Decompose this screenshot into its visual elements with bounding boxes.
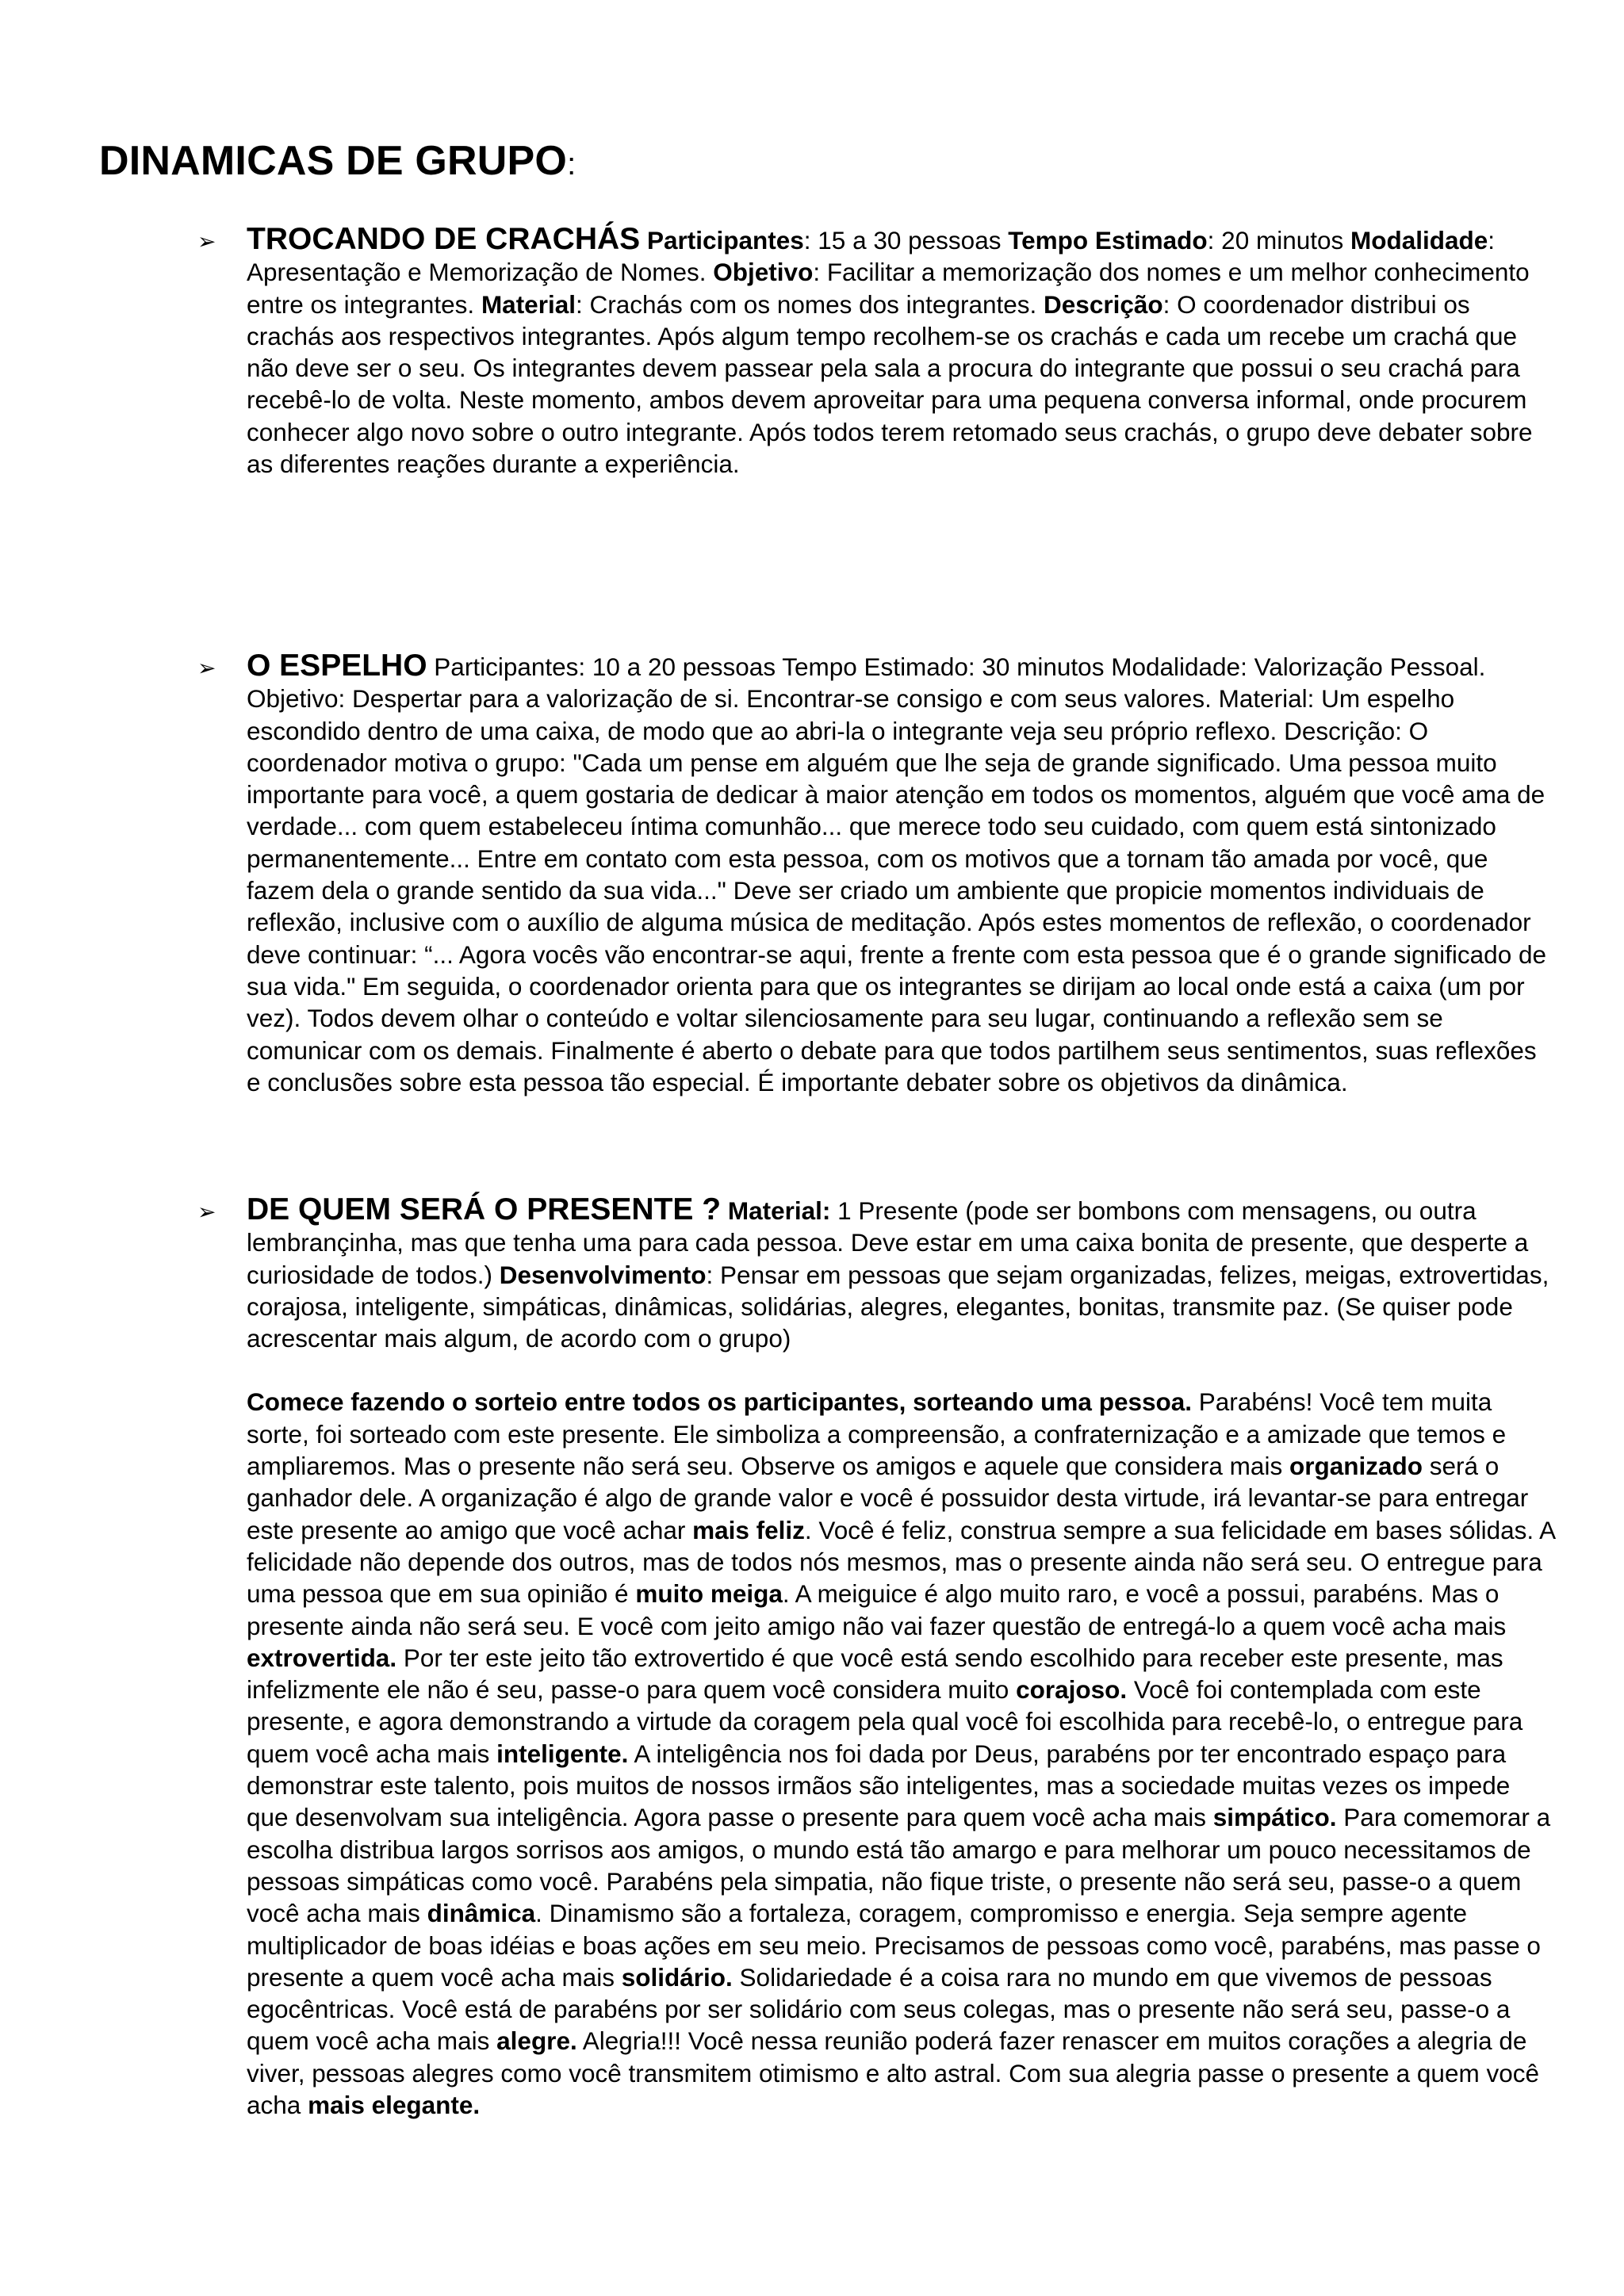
- arrow-bullet-icon: ➢: [197, 1200, 216, 1224]
- body-text: Para comemorar a escolha distribua largos sorrisos aos amigos, o mundo está tão amargo e para melhorar um pouco necessitamos de pessoas simpáticas como você. Parabéns pela simpatia, não fique triste, o presente não será seu, passe-o a quem você acha mais: [247, 1803, 1551, 1928]
- body-text: Solidariedade é a coisa rara no mundo em que vivemos de pessoas egocêntricas. Você está de parabéns por ser solidário com seus colegas, mas o presente não será seu, passe-o a quem você acha mais: [247, 1962, 1511, 2056]
- body-text: . A meiguice é algo muito raro, e você a possui, parabéns. Mas o presente ainda não será seu. E você com jeito amigo não vai fazer questão de entregá-lo a quem você acha mais: [247, 1579, 1507, 1640]
- label-desenvolvimento: Desenvolvimento: [499, 1260, 707, 1289]
- document-title: [99, 133, 576, 192]
- title-colon: :: [567, 147, 576, 182]
- value-tempo: : 20 minutos: [1207, 226, 1351, 254]
- body-text: Alegria!!! Você nessa reunião poderá fazer renascer em muitos corações a alegria de viver, pessoas alegres como você transmitem otimismo e alto astral. Com sua alegria passe o presente a quem você acha: [247, 2026, 1540, 2120]
- bold-text: dinâmica: [427, 1899, 536, 1928]
- bold-text: simpático.: [1212, 1803, 1337, 1832]
- value-desenvolvimento: : Pensar em pessoas que sejam organizadas, felizes, meigas, extrovertidas, corajosa, inteligente, simpáticas, dinâmicas, solidárias, alegres, elegantes, bonitas, transmite paz. (Se quiser pode acrescentar mais algum, de acordo com o grupo): [247, 1260, 1549, 1353]
- bold-text: corajoso.: [1016, 1675, 1128, 1705]
- section-heading: TROCANDO DE CRACHÁS: [247, 222, 641, 256]
- body-text: Por ter este jeito tão extrovertido é que você está sendo escolhido para receber este presente, mas infelizmente ele não é seu, passe-o para quem você considera muito: [247, 1643, 1503, 1705]
- label-descricao: Descrição: [1044, 289, 1163, 319]
- body-text: será o ganhador dele. A organização é algo de grande valor e você é possuidor desta virtude, irá levantar-se para entregar este presente ao amigo que você achar: [247, 1452, 1529, 1544]
- section-heading: O ESPELHO: [247, 649, 427, 683]
- label-participantes: Participantes: [646, 226, 804, 254]
- bold-text: alegre.: [496, 2026, 577, 2056]
- value-material: : Crachás com os nomes dos integrantes.: [576, 289, 1044, 319]
- bold-text: extrovertida.: [247, 1643, 397, 1672]
- bold-text: Comece fazendo o sorteio entre todos os participantes, sorteando uma pessoa.: [247, 1387, 1193, 1417]
- bold-text: mais elegante.: [308, 2091, 481, 2120]
- body-text: Parabéns! Você tem muita sorte, foi sorteado com este presente. Ele simboliza a compreensão, a confraternização e a amizade que temos e ampliaremos. Mas o presente não será seu. Observe os amigos e aquele que considera mais: [247, 1387, 1507, 1481]
- arrow-bullet-icon: ➢: [197, 229, 216, 254]
- value-descricao: : O coordenador distribui os crachás aos respectivos integrantes. Após algum tempo recolhem-se os crachás e cada um recebe um crachá que não deve ser o seu. Os integrantes devem passear pela sala a procura do integrante que possui o seu crachá para recebê-lo de volta. Neste momento, ambos devem aproveitar para uma pequena conversa informal, onde procurem conhecer algo novo sobre o outro integrante. Após todos terem retomado seus crachás, o grupo deve debater sobre as diferentes reações durante a experiência.: [247, 289, 1533, 479]
- section-body: Participantes: 10 a 20 pessoas Tempo Estimado: 30 minutos Modalidade: Valorização Pessoal. Objetivo: Despertar para a valorização de si. Encontrar-se consigo e com seus valores. Material: Um espelho escondido dentro de uma caixa, de modo que ao abri-la o integrante veja seu próprio reflexo. Descrição: O coordenador motiva o grupo: "Cada um pense em alguém que lhe seja de grande significado. Uma pessoa muito importante para você, a quem gostaria de dedicar à maior atenção em todos os momentos, alguém que você ama de verdade... com quem estabeleceu íntima comunhão... que merece todo seu cuidado, com quem está sintonizado permanentemente... Entre em contato com esta pessoa, com os motivos que a tornam tão amada por você, que fazem dela o grande sentido da sua vida..." Deve ser criado um ambiente que propicie momentos individuais de reflexão, inclusive com o auxílio de alguma música de meditação. Após estes momentos de reflexão, o coordenador deve continuar: “... Agora vocês vão encontrar-se aqui, frente a frente com esta pessoa que é o grande significado de sua vida." Em seguida, o coordenador orienta para que os integrantes se dirijam ao local onde está a caixa (um por vez). Todos devem olhar o conteúdo e voltar silenciosamente para seu lugar, continuando a reflexão sem se comunicar com os demais. Finalmente é aberto o debate para que todos partilhem seus sentimentos, suas reflexões e conclusões sobre esta pessoa tão especial. É importante debater sobre os objetivos da dinâmica.: [247, 652, 1546, 1096]
- arrow-bullet-icon: ➢: [197, 656, 216, 680]
- section-o-espelho: [197, 649, 1555, 1098]
- label-tempo: Tempo Estimado: [1008, 226, 1208, 254]
- bold-text: solidário.: [621, 1962, 733, 1992]
- section-trocando-de-crachas: [197, 222, 1555, 480]
- value-material: 1 Presente (pode ser bombons com mensagens, ou outra lembrançinha, mas que tenha uma para cada pessoa. Deve estar em uma caixa bonita de presente, que desperte a curiosidade de todos.): [247, 1196, 1529, 1289]
- body-text: . Dinamismo são a fortaleza, coragem, compromisso e energia. Seja sempre agente multiplicador de boas idéias e boas ações em seu meio. Precisamos de pessoas como você, parabéns, mas passe o presente a quem você acha mais: [247, 1899, 1541, 1992]
- bold-text: mais feliz: [692, 1515, 805, 1544]
- bold-text: inteligente.: [496, 1739, 629, 1768]
- value-objetivo: : Facilitar a memorização dos nomes e um melhor conhecimento entre os integrantes.: [247, 258, 1530, 319]
- section-de-quem-sera-o-presente: [197, 1192, 1555, 2121]
- section-paragraph: [247, 224, 1555, 480]
- section-heading: DE QUEM SERÁ O PRESENTE ?: [247, 1192, 722, 1226]
- label-material: Material: [481, 289, 576, 319]
- body-text: A inteligência nos foi dada por Deus, parabéns por ter encontrado espaço para demonstrar este talento, pois muitos de nossos irmãos são inteligentes, mas a sociedade muitas vezes os impede que desenvolvam sua inteligência. Agora passe o presente para quem você acha mais: [247, 1739, 1511, 1832]
- title-text: DINAMICAS DE GRUPO: [99, 138, 568, 184]
- body-text: . Você é feliz, construa sempre a sua felicidade em bases sólidas. A felicidade não depende dos outros, mas de todos nós mesmos, mas o presente ainda não será seu. O entregue para uma pessoa que em sua opinião é: [247, 1515, 1555, 1609]
- label-material: Material:: [721, 1196, 831, 1225]
- value-participantes: : 15 a 30 pessoas: [803, 226, 1009, 254]
- label-modalidade: Modalidade: [1350, 226, 1488, 254]
- bold-text: organizado: [1289, 1452, 1423, 1481]
- section-paragraph: [247, 650, 1555, 1098]
- section-paragraph: [247, 1194, 1555, 1354]
- body-text: Você foi contemplada com este presente, e agora demonstrando a virtude da coragem pela qual você foi escolhida para recebê-lo, o entregue para quem você acha mais: [247, 1675, 1523, 1768]
- label-objetivo: Objetivo: [713, 258, 814, 287]
- bold-text: muito meiga: [635, 1579, 783, 1609]
- section-paragraph-2: [247, 1386, 1555, 2121]
- value-modalidade: : Apresentação e Memorização de Nomes.: [247, 226, 1496, 287]
